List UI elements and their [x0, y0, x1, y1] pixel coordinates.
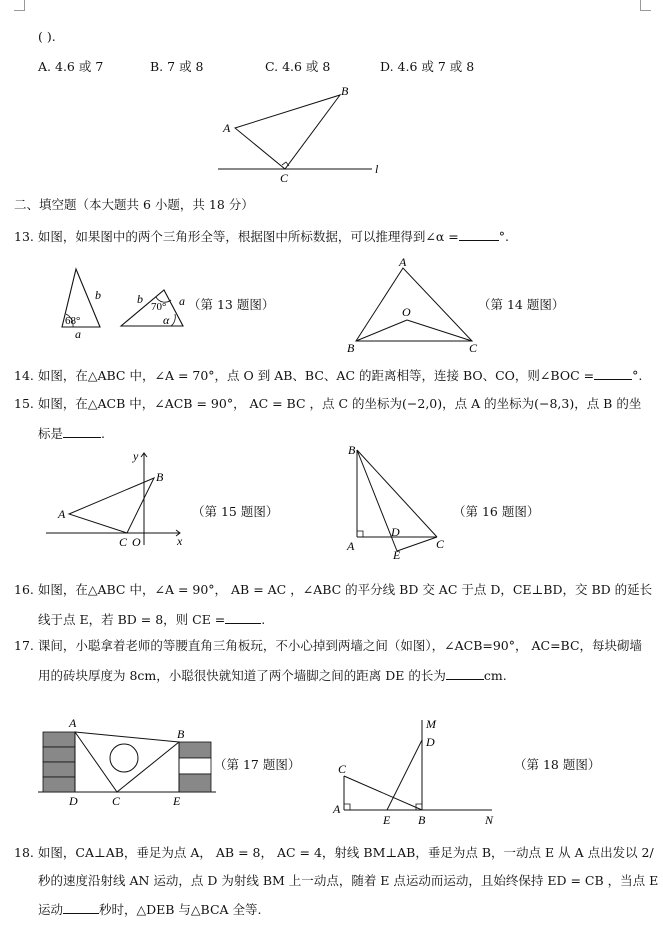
- fig-top-label-C: C: [280, 171, 289, 185]
- question-17-line2: 用的砖块厚度为 8cm，小聪很快就知道了两个墙脚之间的距离 DE 的长为 cm.: [38, 668, 507, 683]
- answer-blank-16[interactable]: [225, 611, 261, 624]
- fig13-a2: a: [179, 294, 185, 308]
- fig15-y: y: [133, 449, 139, 463]
- question-13: 13. 如图，如果图中的两个三角形全等，根据图中所标数据，可以推理得到∠α = °.: [14, 229, 509, 244]
- choice-d[interactable]: D. 4.6 或 7 或 8: [380, 59, 475, 74]
- fig16-C: C: [436, 537, 445, 551]
- fig18-D: D: [426, 735, 435, 749]
- fig14-A: A: [399, 256, 407, 269]
- fig18-C: C: [338, 762, 347, 776]
- fig18-B: B: [418, 813, 426, 827]
- choice-b[interactable]: B. 7 或 8: [150, 59, 204, 74]
- section-2-title: 二、填空题（本大题共 6 小题，共 18 分）: [14, 197, 254, 212]
- question-18-line3: 运动 秒时，△DEB 与△BCA 全等.: [38, 902, 262, 917]
- fig17-D: D: [69, 794, 78, 808]
- fig16-D: D: [391, 525, 400, 539]
- fig-top-label-l: l: [375, 162, 379, 176]
- caption-13: （第 13 题图）: [188, 297, 275, 312]
- answer-blank-14[interactable]: [594, 367, 632, 380]
- fig15-C: C: [119, 535, 128, 549]
- question-15-line2: 标是 .: [38, 426, 105, 441]
- right-wall: [179, 742, 211, 792]
- figure-13: [55, 262, 190, 342]
- answer-blank-13[interactable]: [459, 228, 499, 241]
- answer-blank-18[interactable]: [63, 901, 99, 914]
- fig14-C: C: [469, 341, 478, 355]
- fig13-a1: a: [75, 327, 81, 341]
- fig-top-label-A: A: [223, 121, 231, 135]
- caption-18: （第 18 题图）: [514, 757, 601, 772]
- fig13-angle1: 68°: [65, 315, 81, 327]
- fig15-A: A: [58, 507, 66, 521]
- fig18-N: N: [485, 813, 494, 827]
- answer-blank-15[interactable]: [63, 425, 101, 438]
- caption-15: （第 15 题图）: [192, 504, 279, 519]
- fig16-A: A: [347, 539, 355, 553]
- question-16-line2: 线于点 E，若 BD = 8，则 CE = .: [38, 612, 266, 627]
- figure-16: [340, 442, 455, 560]
- answer-paren: ( ).: [38, 29, 56, 44]
- figure-17: [36, 716, 218, 810]
- fig13-b1: b: [95, 288, 101, 302]
- fig-top-label-B: B: [341, 84, 349, 98]
- fig15-x: x: [177, 534, 183, 548]
- left-wall: [43, 732, 75, 792]
- answer-blank-17[interactable]: [446, 667, 484, 680]
- question-17-line1: 17. 课间，小聪拿着老师的等腰直角三角板玩，不小心掉到两墙之间（如图），∠ACB=90°， AC=BC，每块砌墙: [14, 638, 643, 653]
- caption-17: （第 17 题图）: [214, 757, 301, 772]
- fig13-angle2: 70°: [151, 301, 167, 313]
- question-16-line1: 16. 如图，在△ABC 中，∠A = 90°， AB = AC ，∠ABC 的平分线 BD 交 AC 于点 D，CE⊥BD，交 BD 的延长: [14, 582, 653, 597]
- question-18-line1: 18. 如图，CA⊥AB，垂足为点 A， AB = 8， AC = 4，射线 BM⊥AB，垂足为点 B，一动点 E 从 A 点出发以 2/: [14, 845, 654, 860]
- fig17-C: C: [112, 794, 121, 808]
- fig18-A: A: [333, 802, 341, 816]
- caption-16: （第 16 题图）: [453, 504, 540, 519]
- fig13-b2: b: [137, 292, 143, 306]
- fig18-E: E: [383, 813, 391, 827]
- question-15-line1: 15. 如图，在△ACB 中，∠ACB = 90°， AC = BC ，点 C 的坐标为(−2,0)，点 A 的坐标为(−8,3)，点 B 的坐: [14, 396, 642, 411]
- fig17-E: E: [173, 794, 181, 808]
- fig16-E: E: [393, 548, 401, 560]
- fig14-B: B: [347, 341, 355, 355]
- fig15-O: O: [132, 535, 141, 549]
- figure-18: [330, 712, 505, 830]
- fig18-M: M: [426, 717, 436, 731]
- fig15-B: B: [156, 470, 164, 484]
- corner-mark-right: [640, 0, 651, 11]
- fig13-alpha: α: [163, 313, 170, 327]
- figure-top: [210, 82, 385, 186]
- corner-mark-left: [14, 0, 25, 11]
- fig16-B: B: [348, 443, 356, 457]
- fig17-B: B: [177, 727, 185, 741]
- choice-c[interactable]: C. 4.6 或 8: [265, 59, 331, 74]
- figure-15: [40, 447, 190, 549]
- question-18-line2: 秒的速度沿射线 AN 运动，点 D 为射线 BM 上一动点，随着 E 点运动而运动，且始终保持 ED = CB ，当点 E: [38, 873, 659, 888]
- fig17-A: A: [69, 716, 77, 730]
- fig14-O: O: [402, 305, 411, 319]
- question-14: 14. 如图，在△ABC 中，∠A = 70°，点 O 到 AB、BC、AC 的距离相等，连接 BO、CO，则∠BOC = °.: [14, 368, 643, 383]
- figure-14: [340, 256, 480, 356]
- choice-a[interactable]: A. 4.6 或 7: [38, 59, 104, 74]
- caption-14: （第 14 题图）: [478, 297, 565, 312]
